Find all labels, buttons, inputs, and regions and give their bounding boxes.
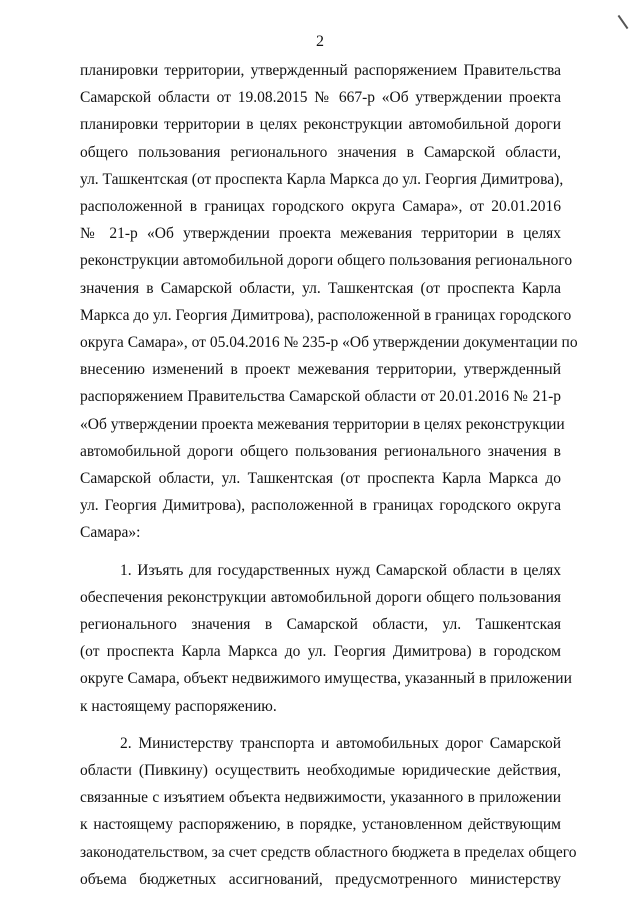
item1-line: к настоящему распоряжению. [80, 697, 277, 715]
intro-line: округа Самара», от 05.04.2016 № 235-р «Об утверждении документации по [80, 334, 578, 352]
intro-line: Самарской области от 19.08.2015 № 667-р «Об утверждении проекта [80, 89, 561, 107]
intro-line: ул. Георгия Димитрова), расположенной в границах городского округа [80, 497, 561, 515]
body-text [80, 57, 578, 893]
item2-line: связанные с изъятием объекта недвижимости, указанного в приложении [80, 789, 561, 807]
intro-line: № 21-р «Об утверждении проекта межевания территории в целях [80, 225, 561, 243]
item1-line: (от проспекта Карла Маркса до ул. Георгия Димитрова) в городском [80, 643, 561, 661]
item2-line: объема бюджетных ассигнований, предусмотренного министерству [80, 870, 561, 888]
intro-line: общего пользования регионального значения в Самарской области, [80, 143, 561, 161]
corner-mark [618, 15, 629, 29]
intro-line: ул. Ташкентская (от проспекта Карла Маркса до ул. Георгия Димитрова), [80, 170, 564, 188]
item2-line: 2. Министерству транспорта и автомобильных дорог Самарской [120, 734, 561, 752]
intro-line: планировки территории, утвержденный распоряжением Правительства [80, 62, 561, 79]
item1-line: обеспечения реконструкции автомобильной дороги общего пользования [80, 588, 561, 606]
item2-line: к настоящему распоряжению, в порядке, установленном действующим [80, 816, 561, 834]
intro-line: Самара»: [80, 524, 141, 542]
page-number: 2 [316, 33, 324, 50]
intro-line: внесению изменений в проект межевания территории, утвержденный [80, 361, 561, 379]
intro-line: автомобильной дороги общего пользования регионального значения в [80, 442, 561, 460]
intro-line: «Об утверждении проекта межевания территории в целях реконструкции [80, 415, 565, 433]
item1-line: регионального значения в Самарской области, ул. Ташкентская [80, 616, 561, 634]
intro-line: реконструкции автомобильной дороги общего пользования регионального [80, 252, 573, 270]
item2-line: области (Пивкину) осуществить необходимые юридические действия, [80, 762, 561, 780]
intro-line: расположенной в границах городского округа Самара», от 20.01.2016 [80, 198, 561, 216]
item1-line: округе Самара, объект недвижимого имущества, указанный в приложении [80, 670, 572, 688]
intro-line: планировки территории в целях реконструкции автомобильной дороги [80, 116, 561, 134]
intro-paragraph [80, 57, 578, 547]
item1-line: 1. Изъять для государственных нужд Самарской области в целях [120, 561, 561, 579]
intro-line: распоряжением Правительства Самарской области от 20.01.2016 № 21-р [80, 388, 561, 406]
item-2-paragraph [80, 730, 577, 893]
intro-line: значения в Самарской области, ул. Ташкентская (от проспекта Карла [80, 279, 561, 297]
intro-line: Самарской области, ул. Ташкентская (от проспекта Карла Маркса до [80, 470, 561, 488]
item2-line: законодательством, за счет средств областного бюджета в пределах общего [80, 843, 577, 861]
item-1-paragraph [80, 557, 572, 720]
intro-line: Маркса до ул. Георгия Димитрова), расположенной в границах городского [80, 306, 572, 324]
